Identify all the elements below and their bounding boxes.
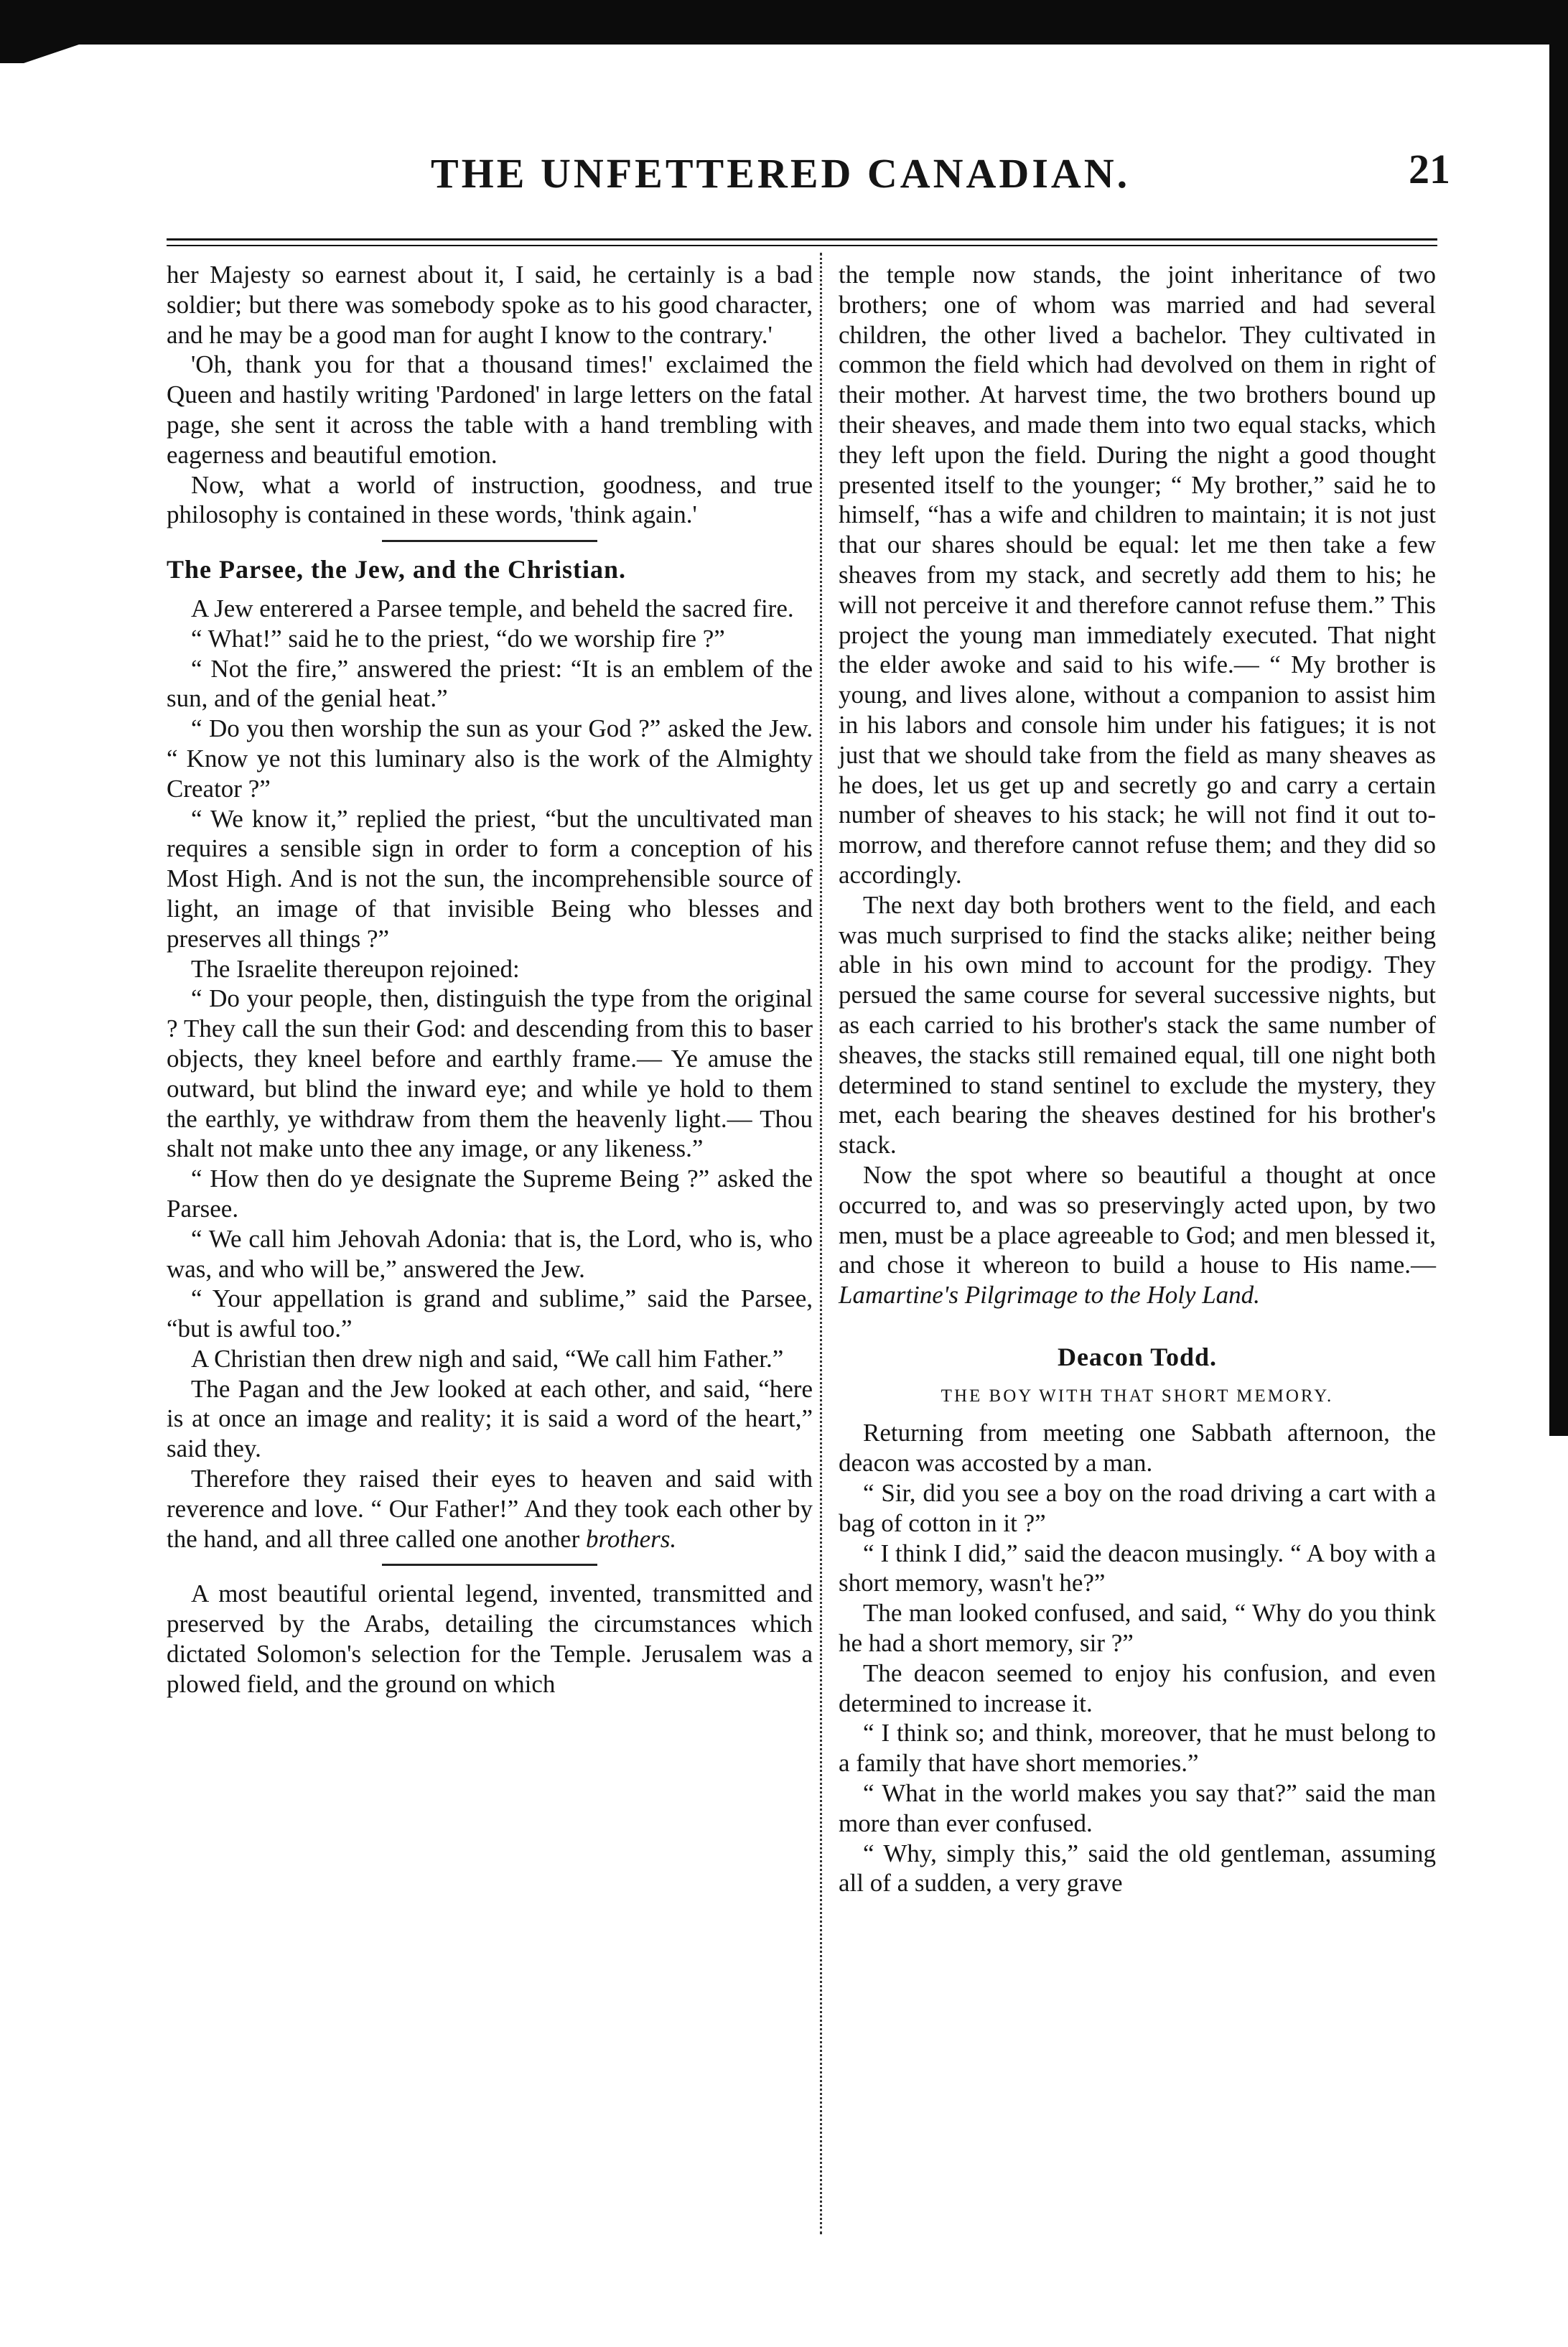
- story-paragraph: The Israelite thereupon rejoined:: [191, 954, 520, 983]
- header-rule-thin: [167, 245, 1437, 246]
- story-paragraph: A Christian then drew nigh and said, “We call him Father.”: [191, 1344, 784, 1373]
- deacon-paragraph: “ Sir, did you see a boy on the road driving a cart with a bag of cotton in it ?”: [839, 1479, 1436, 1537]
- section-title-parsee: The Parsee, the Jew, and the Christian.: [167, 555, 626, 584]
- story-paragraph: “ Your appellation is grand and sublime,” said the Parsee, “but is awful too.”: [167, 1284, 813, 1343]
- page-number: 21: [1409, 146, 1450, 192]
- story-final-paragraph: [167, 1464, 813, 1554]
- legend-continued-paragraph: the temple now stands, the joint inheritance of two brothers; one of whom was married and had several children, the other lived a bachelor. They cultivated in common the field which had devolved on them in right of their mother. At harvest time, the two brothers bound up their sheaves, and made them into two equal stacks, which they left upon the field. During the night a good thought presented itself to the younger; “ My brother,” said he to himself, “has a wife and children to maintain; it is not just that our shares should be equal: let me then take a few sheaves from my stack, and secretly add them to his; he will not perceive it and therefore cannot refuse them.” This project the young man immediately executed. That night the elder awoke and said to his wife.— “ My brother is young, and lives alone, without a companion to assist him in his labors and console him under his fatigues; it is not just that we should take from the field as many sheaves as he does, let us get up and secretly go and carry a certain number of sheaves to his stack; he will not find it out to-morrow, and therefore cannot refuse them; and they did so accordingly.: [839, 261, 1436, 889]
- queen-paragraph: 'Oh, thank you for that a thousand times!' exclaimed the Queen and hastily writing 'Pardoned' in large letters on the fatal page, she sent it across the table with a hand trembling with eagerness and beautiful emotion.: [167, 350, 813, 469]
- header-rule-thick: [167, 238, 1437, 241]
- story-final-text: Therefore they raised their eyes to heaven and said with reverence and love. “ Our Father!” And they took each other by the hand, and all three called one another: [167, 1465, 813, 1553]
- story-paragraph: “ Not the fire,” answered the priest: “It is an emblem of the sun, and of the genial heat.”: [167, 654, 813, 713]
- left-column: [167, 260, 813, 1699]
- legend-closing-text: Now the spot where so beautiful a thought at once occurred to, and was so preservingly acted upon, by two men, must be a place agreeable to God; and men blessed it, and chose it whereon to build a house to His name.—: [839, 1160, 1436, 1279]
- deacon-paragraph: The deacon seemed to enjoy his confusion, and even determined to increase it.: [839, 1658, 1436, 1717]
- scan-border-right: [1549, 0, 1568, 1436]
- section-subtitle-deacon: THE BOY WITH THAT SHORT MEMORY.: [941, 1386, 1334, 1406]
- legend-paragraph: A most beautiful oriental legend, invented, transmitted and preserved by the Arabs, detailing the circumstances which dictated Solomon's selection for the Temple. Jerusalem was a plowed field, and the ground on which: [167, 1580, 813, 1698]
- column-divider: [820, 253, 832, 2234]
- deacon-paragraph: The man looked confused, and said, “ Why do you think he had a short memory, sir ?”: [839, 1599, 1436, 1658]
- citation: Lamartine's Pilgrimage to the Holy Land.: [839, 1281, 1260, 1310]
- deacon-paragraph: “ I think I did,” said the deacon musingly. “ A boy with a short memory, wasn't he?”: [839, 1539, 1436, 1597]
- deacon-paragraph: “ I think so; and think, moreover, that he must belong to a family that have short memories.”: [839, 1719, 1436, 1778]
- section-divider: [382, 1564, 597, 1566]
- story-paragraph: “ What!” said he to the priest, “do we worship fire ?”: [191, 624, 725, 653]
- page-header: [431, 146, 1450, 214]
- section-divider: [382, 540, 597, 542]
- moral-paragraph: Now, what a world of instruction, goodness, and true philosophy is contained in these words, 'think again.': [167, 470, 813, 529]
- scan-border-top: [0, 0, 1568, 45]
- story-paragraph: “ Do you then worship the sun as your God ?” asked the Jew. “ Know ye not this luminary also is the work of the Almighty Creator ?”: [167, 714, 813, 803]
- deacon-paragraph: “ What in the world makes you say that?” said the man more than ever confused.: [839, 1779, 1436, 1837]
- section-title-deacon: Deacon Todd.: [1057, 1342, 1218, 1371]
- opening-paragraph: her Majesty so earnest about it, I said, he certainly is a bad soldier; but there was somebody spoke as to his good character, and he may be a good man for aught I know to the contrary.': [167, 261, 813, 349]
- story-paragraph: “ Do your people, then, distinguish the type from the original ? They call the sun their God: and descending from this to baser objects, they kneel before and earthly frame.— Ye amuse the outward, but blind the inward eye; and while ye hold to them the earthly, ye withdraw from them the heavenly light.— Thou shalt not make unto thee any image, or any likeness.”: [167, 984, 813, 1163]
- story-final-word: brothers.: [586, 1524, 677, 1553]
- scan-border-notch: [0, 45, 79, 63]
- spacer: [1055, 1328, 1220, 1330]
- running-title: THE UNFETTERED CANADIAN.: [431, 150, 1131, 197]
- legend-closing-paragraph: [839, 1160, 1436, 1310]
- story-paragraph: “ We know it,” replied the priest, “but the uncultivated man requires a sensible sign in order to form a conception of his Most High. And is not the sun, the incomprehensible source of light, an image of that invisible Being who blesses and preserves all things ?”: [167, 804, 813, 953]
- right-column: [839, 260, 1436, 1898]
- deacon-paragraph: Returning from meeting one Sabbath afternoon, the deacon was accosted by a man.: [839, 1419, 1436, 1478]
- story-paragraph: “ We call him Jehovah Adonia: that is, the Lord, who is, who was, and who will be,” answered the Jew.: [167, 1224, 813, 1283]
- story-paragraph: A Jew enterered a Parsee temple, and beheld the sacred fire.: [191, 594, 794, 622]
- story-paragraph: “ How then do ye designate the Supreme Being ?” asked the Parsee.: [167, 1165, 813, 1223]
- story-paragraph: The Pagan and the Jew looked at each other, and said, “here is at once an image and reality; it is said a word of the heart,” said they.: [167, 1374, 813, 1463]
- deacon-paragraph: “ Why, simply this,” said the old gentleman, assuming all of a sudden, a very grave: [839, 1839, 1436, 1898]
- legend-paragraph: The next day both brothers went to the field, and each was much surprised to find the stacks alike; neither being able in his own mind to account for the prodigy. They persued the same course for several successive nights, but as each carried to his brother's stack the same number of sheaves, the stacks still remained equal, till one night both determined to stand sentinel to exclude the mystery, they met, each bearing the sheaves destined for his brother's stack.: [839, 890, 1436, 1159]
